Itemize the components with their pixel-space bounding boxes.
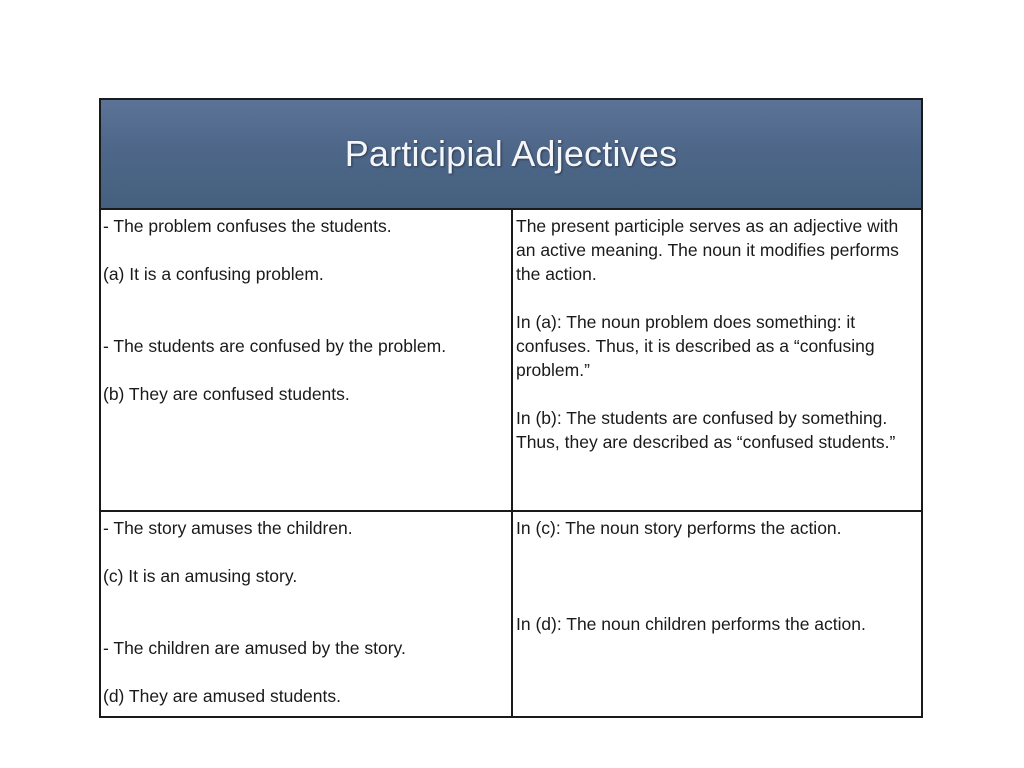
example-sentence: (a) It is a confusing problem. [103,264,324,284]
explanation-paragraph: The present participle serves as an adjective with an active meaning. The noun it modifies performs the action. [516,216,899,284]
explanation-paragraph: In (a): The noun problem does something: it confuses. Thus, it is described as a “confusing problem.” [516,312,875,380]
example-sentence: - The story amuses the children. [103,518,353,538]
explanation-paragraph: In (d): The noun children performs the action. [516,614,866,634]
explanation-paragraph: In (b): The students are confused by something. Thus, they are described as “confused students.” [516,408,896,452]
example-sentence: (d) They are amused students. [103,686,341,706]
explanation-paragraph: In (c): The noun story performs the action. [516,518,842,538]
row-2-left-cell [101,512,511,718]
example-sentence: - The problem confuses the students. [103,216,392,236]
example-sentence: - The students are confused by the problem. [103,336,447,356]
table-header [101,100,921,210]
example-sentence: (b) They are confused students. [103,384,350,404]
row-1-left-cell [101,210,511,510]
example-sentence: - The children are amused by the story. [103,638,406,658]
row-1-right-cell [513,210,923,510]
participial-adjectives-table [99,98,923,718]
row-2-right-cell [513,512,923,718]
slide-title: Participial Adjectives [344,133,678,174]
example-sentence: (c) It is an amusing story. [103,566,298,586]
